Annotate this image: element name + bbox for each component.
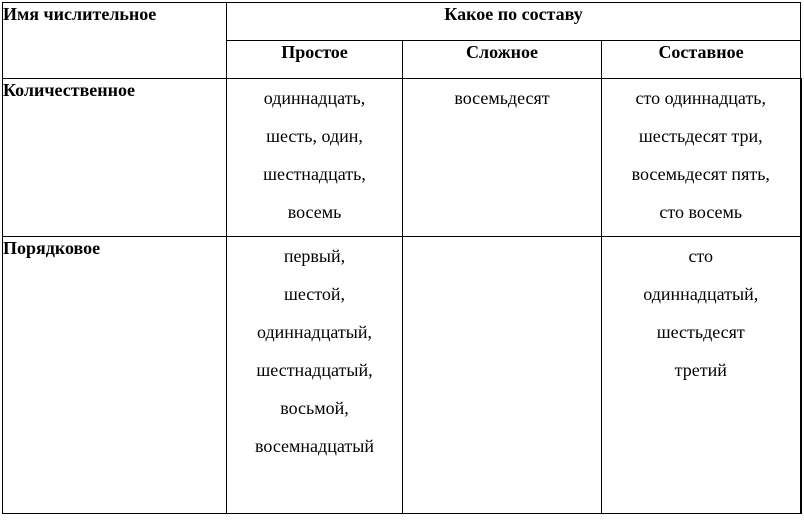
- header-label-numeral-name: Имя числительное: [3, 4, 157, 24]
- word-line: одиннадцатый,: [257, 322, 372, 342]
- cell-ordinal-simple: [227, 237, 403, 514]
- word-list-cardinal-complex: [403, 79, 601, 117]
- table-row: [3, 79, 801, 237]
- word-list-cardinal-compound: [602, 79, 800, 231]
- header-cell-compound: [602, 41, 801, 79]
- word-line: шестнадцать,: [263, 164, 366, 184]
- word-line: шестнадцатый,: [256, 360, 373, 380]
- word-list-ordinal-compound: [602, 237, 800, 389]
- cell-cardinal-compound: [602, 79, 801, 237]
- word-line: сто: [688, 246, 714, 266]
- numeral-classification-table: [2, 2, 802, 514]
- header-label-complex: Сложное: [465, 42, 539, 62]
- header-label-composition-group: Какое по составу: [444, 4, 583, 24]
- row-label-cell-ordinal: [3, 237, 227, 514]
- table-header-row-primary: [3, 3, 801, 41]
- cell-ordinal-complex: [403, 237, 602, 514]
- word-line: шестьдесят три,: [638, 126, 763, 146]
- word-line: восемьдесят пять,: [631, 164, 770, 184]
- header-cell-numeral-name: [3, 3, 227, 79]
- cell-cardinal-simple: [227, 79, 403, 237]
- word-line: шестьдесят: [656, 322, 745, 342]
- header-label-simple: Простое: [281, 42, 348, 62]
- header-cell-complex: [403, 41, 602, 79]
- word-line: одиннадцатый,: [643, 284, 759, 304]
- word-line: восьмой,: [280, 398, 349, 418]
- word-line: восемьдесят: [454, 88, 550, 108]
- header-cell-composition-group: [227, 3, 801, 41]
- word-list-ordinal-simple: [227, 237, 402, 465]
- word-line: шесть, один,: [266, 126, 363, 146]
- row-label-cardinal: Количественное: [3, 80, 136, 100]
- word-line: первый,: [283, 246, 346, 266]
- word-line: шестой,: [283, 284, 346, 304]
- table-row: [3, 237, 801, 514]
- row-label-cell-cardinal: [3, 79, 227, 237]
- word-line: восемнадцатый: [255, 436, 374, 456]
- cell-ordinal-compound: [602, 237, 801, 514]
- word-line: сто одиннадцать,: [635, 88, 767, 108]
- header-cell-simple: [227, 41, 403, 79]
- word-line: одиннадцать,: [263, 88, 366, 108]
- word-line: восемь: [287, 202, 342, 222]
- row-label-ordinal: Порядковое: [3, 238, 101, 258]
- cell-cardinal-complex: [403, 79, 602, 237]
- header-label-compound: Составное: [658, 42, 744, 62]
- word-list-cardinal-simple: [227, 79, 402, 231]
- word-line: третий: [674, 360, 727, 380]
- word-line: сто восемь: [659, 202, 743, 222]
